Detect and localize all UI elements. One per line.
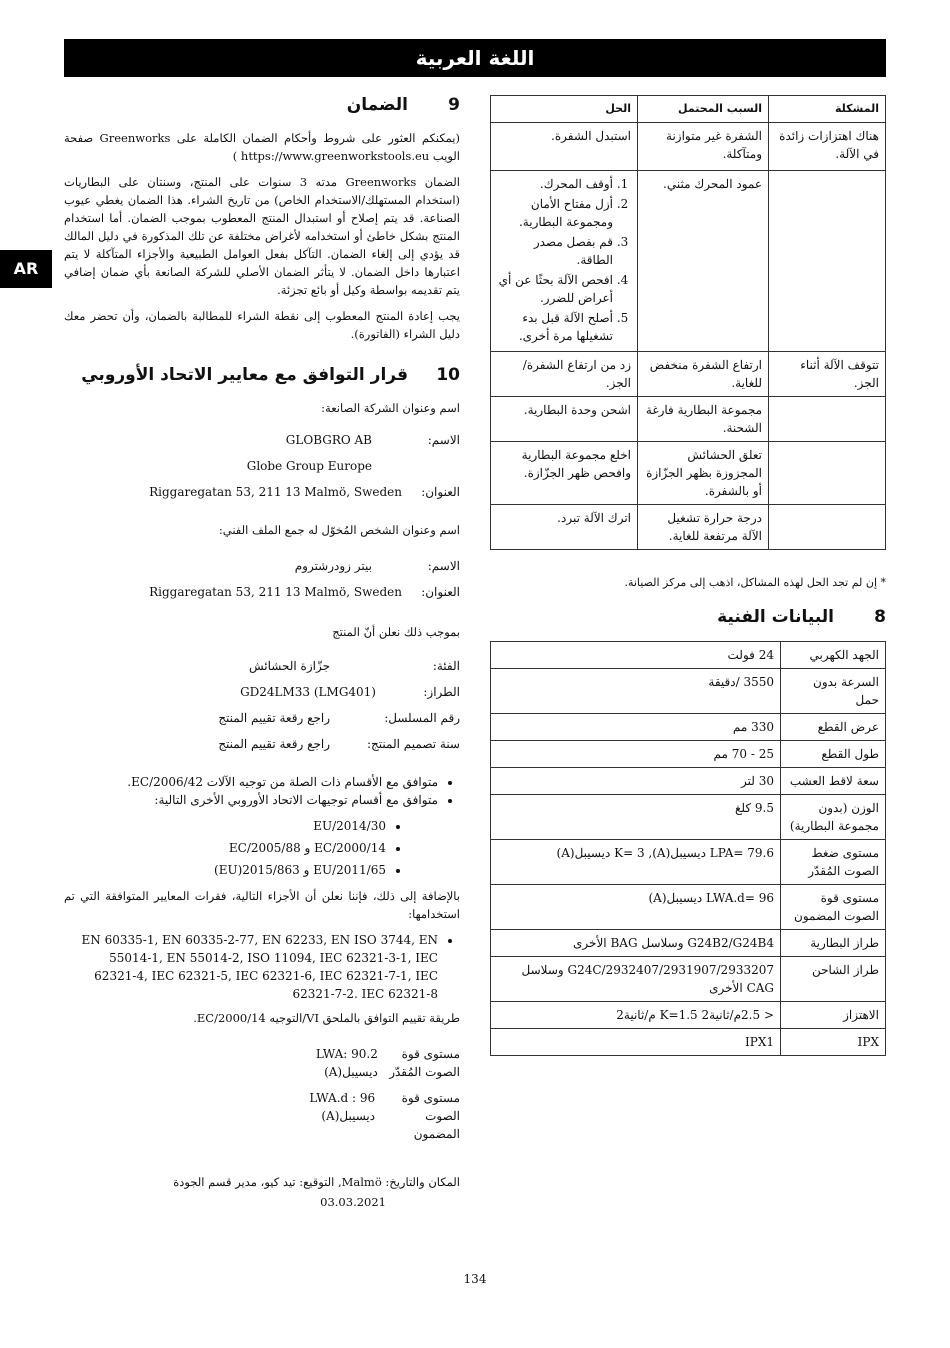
person-address-row xyxy=(64,583,460,601)
field-value: Globe Group Europe xyxy=(246,459,372,473)
cause-cell: تعلق الحشائش المجزوزة بظهر الجزّازة أو بالشفرة. xyxy=(638,442,769,505)
problem-cell xyxy=(769,397,886,442)
spec-value: 330 مم xyxy=(491,714,781,741)
cause-cell: عمود المحرك مثني. xyxy=(638,171,769,352)
col-solution: الحل xyxy=(491,96,638,123)
solution-cell xyxy=(491,171,638,352)
section-heading xyxy=(64,365,460,385)
spec-key: سعة لاقط العشب xyxy=(781,768,886,795)
right-column xyxy=(490,95,886,1056)
spec-key: السرعة بدون حمل xyxy=(781,669,886,714)
cause-cell: مجموعة البطارية فارغة الشحنة. xyxy=(638,397,769,442)
model-row xyxy=(64,683,460,701)
step: 3. قم بفصل مصدر الطاقة. xyxy=(497,233,613,269)
spec-key: IPX xyxy=(781,1029,886,1056)
spec-key: طراز الشاحن xyxy=(781,957,886,1002)
field-label: الفئة: xyxy=(432,659,460,673)
step: 1. أوقف المحرك. xyxy=(497,175,613,193)
directive-item: • متوافق مع الأقسام ذات الصلة من توجيه الآلات EC/2006/42. xyxy=(64,773,438,791)
assessment-method: طريقة تقييم التوافق بالملحق VI/التوجيه EC/2000/14. xyxy=(193,1011,460,1025)
field-value: بيتر زودرشتروم xyxy=(294,559,372,573)
section-number: 9 xyxy=(448,95,460,115)
warranty-paragraph: الضمان Greenworks مدته 3 سنوات على المنتج، وسنتان على البطاريات (استخدام المستهلك/الاستخدام الخاص) من تاريخ الشراء. هذا الضمان يغطي عيوب الصناعة. قد يتم إصلاح أو استبدال المنتج المعطوب بموجب الضمان. أما استخدام المنتج بشكل خاطئ أو استخدامه لأغراض مختلفة عن تلك المذكورة في دليل المالك قد يؤدي إلى إلغاء الضمان. التآكل بفعل العوامل الطبيعية والأجزاء المتآكلة لا يتم اعتبارها داخل الضمان. لا يتأثر الضمان الأصلي للشركة الصانعة بأي ضمان إضافي يتم تقديمه بواسطة وكيل أو بائع تجزئة. xyxy=(64,175,460,297)
field-label: رقم المسلسل: xyxy=(384,711,460,725)
spec-value: < 2.5م/ثانية2 K=1.5 م/ثانية2 xyxy=(491,1002,781,1029)
field-value: جزّازة الحشائش xyxy=(248,659,330,673)
field-value: LWA.d : 96 ديسيبل(A) xyxy=(309,1091,376,1123)
sub-directive-item: • EU/2011/65 و EU)2015/863) xyxy=(64,859,386,881)
manufacturer-name2-row xyxy=(64,457,460,475)
spec-key: طول القطع xyxy=(781,741,886,768)
section-title: البيانات الفنية xyxy=(717,607,834,627)
design-year-row xyxy=(64,735,460,753)
spec-key: مستوى ضغط الصوت المُقدّر xyxy=(781,840,886,885)
col-problem: المشكلة xyxy=(769,96,886,123)
cause-cell: الشفرة غير متوازنة ومتآكلة. xyxy=(638,123,769,171)
guaranteed-level-row xyxy=(64,1089,460,1143)
section-title: الضمان xyxy=(346,95,408,115)
field-label: الاسم: xyxy=(427,559,460,573)
field-label: سنة تصميم المنتج: xyxy=(367,737,460,751)
field-value: GD24LM33 (LMG401) xyxy=(240,685,376,699)
spec-key: الجهد الكهربي xyxy=(781,642,886,669)
spec-value: 3550 /دقيقة xyxy=(491,669,781,714)
cause-cell: ارتفاع الشفرة منخفض للغاية. xyxy=(638,352,769,397)
field-label: الاسم: xyxy=(427,433,460,447)
signature-date: 03.03.2021 xyxy=(320,1195,386,1209)
solution-cell: اشحن وحدة البطارية. xyxy=(491,397,638,442)
spec-key: الاهتزاز xyxy=(781,1002,886,1029)
cause-cell: درجة حرارة تشغيل الآلة مرتفعة للغاية. xyxy=(638,505,769,550)
problem-cell xyxy=(769,171,886,352)
problem-cell xyxy=(769,442,886,505)
troubleshooting-table xyxy=(490,95,886,550)
field-label: العنوان: xyxy=(421,585,460,599)
standards-text: EN 60335-1, EN 60335-2-77, EN 62233, EN ISO 3744, EN 55014-1, EN 55014-2, ISO 11094, IEC 62321-3-1, IEC 62321-4, IEC 62321-5, IEC 62321-6, IEC 62321-7-1, IEC 62321-7-2. IEC 62321-8 xyxy=(81,933,438,1001)
field-value: LWA: 90.2 ديسيبل(A) xyxy=(315,1047,378,1079)
field-value: راجع رقعة تقييم المنتج xyxy=(218,737,330,751)
spec-value: G24C/2932407/2931907/2933207 وسلاسل CAG الأخرى xyxy=(491,957,781,1002)
warranty-paragraph: يجب إعادة المنتج المعطوب إلى نقطة الشراء للمطالبة بالضمان، وأن تحضر معك دليل الشراء (الفاتورة). xyxy=(64,309,460,341)
technical-file-intro: اسم وعنوان الشخص المُخوّل له جمع الملف الفني: xyxy=(218,523,460,537)
problem-cell xyxy=(769,505,886,550)
person-name-row xyxy=(64,557,460,575)
col-cause: السبب المحتمل xyxy=(638,96,769,123)
step: 2. أزل مفتاح الأمان ومجموعة البطارية. xyxy=(497,195,613,231)
section-number: 8 xyxy=(874,607,886,627)
field-value: GLOBGRO AB xyxy=(285,433,372,447)
spec-value: LPA= 79.6 ديسيبل(A), K= 3 ديسيبل(A) xyxy=(491,840,781,885)
spec-value: 24 فولت xyxy=(491,642,781,669)
directive-list xyxy=(64,773,460,809)
standards-item xyxy=(64,931,438,1003)
step: 5. أصلح الآلة قبل بدء تشغيلها مرة أخرى. xyxy=(497,309,613,345)
standards-list xyxy=(64,931,460,1003)
spec-value: 9.5 كلغ xyxy=(491,795,781,840)
manufacturer-intro: اسم وعنوان الشركة الصانعة: xyxy=(321,401,460,415)
language-tab: AR xyxy=(0,250,52,288)
field-label: مستوى قوة الصوت المُقدّر xyxy=(389,1047,460,1079)
signature-line: المكان والتاريخ: Malmö, التوقيع: تيد كيو، مدير قسم الجودة xyxy=(173,1175,460,1189)
field-value: Riggaregatan 53, 211 13 Malmö, Sweden xyxy=(149,585,402,599)
directive-item: • متوافق مع أقسام توجيهات الاتحاد الأوروبي الأخرى التالية: xyxy=(64,791,438,809)
declaration-line: بموجب ذلك نعلن أنّ المنتج xyxy=(332,625,460,639)
spec-value: LWA.d= 96 ديسيبل(A) xyxy=(491,885,781,930)
sub-directive-list xyxy=(64,815,460,881)
spec-key: عرض القطع xyxy=(781,714,886,741)
manufacturer-name-row xyxy=(64,431,460,449)
spec-value: 30 لتر xyxy=(491,768,781,795)
problem-cell: هناك اهتزازات زائدة في الآلة. xyxy=(769,123,886,171)
section-number: 10 xyxy=(436,365,460,385)
left-column xyxy=(64,95,460,1219)
solution-steps xyxy=(497,175,631,345)
field-label: الطراز: xyxy=(423,685,460,699)
field-value: راجع رقعة تقييم المنتج xyxy=(218,711,330,725)
field-label: العنوان: xyxy=(421,485,460,499)
spec-value: IPX1 xyxy=(491,1029,781,1056)
section-heading xyxy=(490,607,886,627)
spec-key: الوزن (بدون مجموعة البطارية) xyxy=(781,795,886,840)
spec-key: طراز البطارية xyxy=(781,930,886,957)
field-value: Riggaregatan 53, 211 13 Malmö, Sweden xyxy=(149,485,402,499)
serial-row xyxy=(64,709,460,727)
spec-table xyxy=(490,641,886,1056)
spec-value: 25 - 70 مم xyxy=(491,741,781,768)
solution-cell: اخلع مجموعة البطارية وافحص ظهر الجزّازة. xyxy=(491,442,638,505)
page-header: اللغة العربية xyxy=(64,39,886,77)
page-number: 134 xyxy=(463,1272,487,1286)
standards-intro: بالإضافة إلى ذلك، فإننا نعلن أن الأجزاء التالية، فقرات المعايير المتوافقة التي تم استخدامها: xyxy=(64,889,460,921)
category-row xyxy=(64,657,460,675)
field-label: مستوى قوة الصوت المضمون xyxy=(401,1091,460,1141)
service-note: * إن لم تجد الحل لهذه المشاكل، اذهب إلى مركز الصيانة. xyxy=(624,576,886,589)
step: 4. افحص الآلة بحثًا عن أي أعراض للضرر. xyxy=(497,271,613,307)
sub-directive-item: • EU/2014/30 xyxy=(64,815,386,837)
measured-level-row xyxy=(64,1045,460,1081)
solution-cell: زد من ارتفاع الشفرة/ الجز. xyxy=(491,352,638,397)
problem-cell: تتوقف الآلة أثناء الجز. xyxy=(769,352,886,397)
solution-cell: استبدل الشفرة. xyxy=(491,123,638,171)
spec-value: G24B2/G24B4 وسلاسل BAG الأخرى xyxy=(491,930,781,957)
spec-key: مستوى قوة الصوت المضمون xyxy=(781,885,886,930)
section-title: قرار التوافق مع معايير الاتحاد الأوروبي xyxy=(81,365,408,385)
sub-directive-item: • EC/2000/14 و EC/2005/88 xyxy=(64,837,386,859)
section-heading xyxy=(64,95,460,115)
warranty-paragraph: (يمكنكم العثور على شروط وأحكام الضمان الكاملة على Greenworks صفحة الويب https://www.greenworkstools.eu ) xyxy=(64,131,460,163)
manufacturer-address-row xyxy=(64,483,460,501)
solution-cell: اترك الآلة تبرد. xyxy=(491,505,638,550)
